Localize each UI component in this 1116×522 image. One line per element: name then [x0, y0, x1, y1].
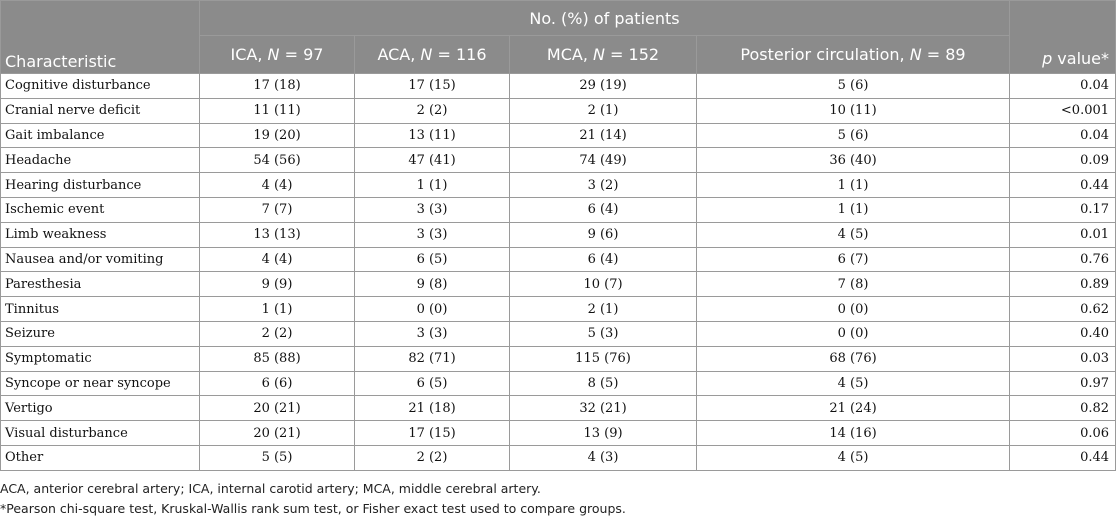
cell-mca: 5 (3)	[510, 321, 697, 346]
cell-p-value: 0.76	[1010, 247, 1116, 272]
cell-aca: 6 (5)	[355, 247, 510, 272]
row-label: Ischemic event	[1, 197, 200, 222]
cell-p-value: 0.62	[1010, 297, 1116, 322]
cell-p-value: <0.001	[1010, 98, 1116, 123]
table-row	[1, 173, 1116, 198]
row-label: Paresthesia	[1, 272, 200, 297]
cell-ica: 17 (18)	[200, 74, 355, 99]
cell-ica: 13 (13)	[200, 222, 355, 247]
row-label: Other	[1, 445, 200, 470]
cell-p-value: 0.06	[1010, 421, 1116, 446]
header-col-mca	[510, 36, 697, 74]
header-col-n-italic: N	[593, 45, 605, 64]
cell-ica: 85 (88)	[200, 346, 355, 371]
header-col-n-value: = 89	[921, 45, 966, 64]
cell-aca: 0 (0)	[355, 297, 510, 322]
cell-aca: 13 (11)	[355, 123, 510, 148]
cell-posterior: 1 (1)	[697, 173, 1010, 198]
header-col-ica	[200, 36, 355, 74]
cell-posterior: 4 (5)	[697, 371, 1010, 396]
cell-posterior: 5 (6)	[697, 123, 1010, 148]
header-group-title: No. (%) of patients	[200, 1, 1010, 36]
cell-aca: 2 (2)	[355, 98, 510, 123]
row-label: Gait imbalance	[1, 123, 200, 148]
cell-mca: 32 (21)	[510, 396, 697, 421]
cell-p-value: 0.04	[1010, 74, 1116, 99]
row-label: Limb weakness	[1, 222, 200, 247]
table-row	[1, 98, 1116, 123]
cell-posterior: 0 (0)	[697, 321, 1010, 346]
cell-posterior: 7 (8)	[697, 272, 1010, 297]
row-label: Seizure	[1, 321, 200, 346]
table-row	[1, 421, 1116, 446]
cell-p-value: 0.01	[1010, 222, 1116, 247]
cell-p-value: 0.04	[1010, 123, 1116, 148]
cell-mca: 21 (14)	[510, 123, 697, 148]
header-col-name: MCA,	[546, 45, 593, 64]
table-row	[1, 123, 1116, 148]
cell-aca: 47 (41)	[355, 148, 510, 173]
table-row	[1, 297, 1116, 322]
header-col-n-italic: N	[909, 45, 922, 64]
table-row	[1, 396, 1116, 421]
cell-posterior: 1 (1)	[697, 197, 1010, 222]
cell-mca: 13 (9)	[510, 421, 697, 446]
cell-posterior: 0 (0)	[697, 297, 1010, 322]
table-row	[1, 371, 1116, 396]
footnotes	[0, 479, 626, 519]
cell-posterior: 21 (24)	[697, 396, 1010, 421]
row-label: Cognitive disturbance	[1, 74, 200, 99]
header-p-value	[1010, 1, 1116, 74]
header-col-name: ACA,	[377, 45, 421, 64]
cell-aca: 9 (8)	[355, 272, 510, 297]
cell-aca: 1 (1)	[355, 173, 510, 198]
cell-ica: 9 (9)	[200, 272, 355, 297]
header-col-n-value: = 152	[604, 45, 660, 64]
cell-mca: 10 (7)	[510, 272, 697, 297]
cell-aca: 3 (3)	[355, 197, 510, 222]
header-p-rest: value*	[1052, 49, 1110, 68]
footnote-tests: *Pearson chi-square test, Kruskal-Wallis rank sum test, or Fisher exact test used to compare groups.	[0, 501, 626, 516]
row-label: Visual disturbance	[1, 421, 200, 446]
cell-ica: 11 (11)	[200, 98, 355, 123]
cell-aca: 17 (15)	[355, 74, 510, 99]
cell-p-value: 0.17	[1010, 197, 1116, 222]
row-label: Hearing disturbance	[1, 173, 200, 198]
row-label: Tinnitus	[1, 297, 200, 322]
cell-mca: 9 (6)	[510, 222, 697, 247]
header-col-n-value: = 97	[279, 45, 324, 64]
cell-ica: 2 (2)	[200, 321, 355, 346]
cell-p-value: 0.40	[1010, 321, 1116, 346]
cell-posterior: 36 (40)	[697, 148, 1010, 173]
cell-mca: 6 (4)	[510, 247, 697, 272]
cell-ica: 54 (56)	[200, 148, 355, 173]
cell-p-value: 0.89	[1010, 272, 1116, 297]
cell-mca: 74 (49)	[510, 148, 697, 173]
cell-aca: 2 (2)	[355, 445, 510, 470]
cell-aca: 3 (3)	[355, 222, 510, 247]
cell-p-value: 0.09	[1010, 148, 1116, 173]
header-col-posterior	[697, 36, 1010, 74]
table-row	[1, 247, 1116, 272]
table-row	[1, 197, 1116, 222]
cell-mca: 2 (1)	[510, 98, 697, 123]
table-row	[1, 272, 1116, 297]
footnote-abbreviations: ACA, anterior cerebral artery; ICA, internal carotid artery; MCA, middle cerebral artery.	[0, 481, 541, 496]
table-row	[1, 74, 1116, 99]
cell-p-value: 0.44	[1010, 445, 1116, 470]
row-label: Nausea and/or vomiting	[1, 247, 200, 272]
cell-ica: 4 (4)	[200, 173, 355, 198]
cell-ica: 19 (20)	[200, 123, 355, 148]
cell-p-value: 0.44	[1010, 173, 1116, 198]
cell-posterior: 68 (76)	[697, 346, 1010, 371]
cell-p-value: 0.97	[1010, 371, 1116, 396]
cell-posterior: 4 (5)	[697, 445, 1010, 470]
table-row	[1, 148, 1116, 173]
header-col-n-italic: N	[267, 45, 280, 64]
cell-mca: 2 (1)	[510, 297, 697, 322]
cell-aca: 6 (5)	[355, 371, 510, 396]
cell-mca: 6 (4)	[510, 197, 697, 222]
row-label: Syncope or near syncope	[1, 371, 200, 396]
row-label: Symptomatic	[1, 346, 200, 371]
header-characteristic: Characteristic	[1, 1, 200, 74]
table-header	[1, 1, 1116, 74]
cell-mca: 8 (5)	[510, 371, 697, 396]
cell-posterior: 5 (6)	[697, 74, 1010, 99]
table-row	[1, 222, 1116, 247]
cell-mca: 29 (19)	[510, 74, 697, 99]
table-body	[1, 74, 1116, 471]
cell-aca: 3 (3)	[355, 321, 510, 346]
cell-aca: 21 (18)	[355, 396, 510, 421]
cell-posterior: 10 (11)	[697, 98, 1010, 123]
cell-ica: 7 (7)	[200, 197, 355, 222]
header-p-italic: p	[1042, 49, 1053, 68]
cell-p-value: 0.03	[1010, 346, 1116, 371]
cell-ica: 20 (21)	[200, 421, 355, 446]
row-label: Headache	[1, 148, 200, 173]
cell-aca: 82 (71)	[355, 346, 510, 371]
cell-mca: 3 (2)	[510, 173, 697, 198]
cell-p-value: 0.82	[1010, 396, 1116, 421]
cell-mca: 4 (3)	[510, 445, 697, 470]
header-col-aca	[355, 36, 510, 74]
cell-ica: 6 (6)	[200, 371, 355, 396]
header-col-n-italic: N	[420, 45, 433, 64]
cell-aca: 17 (15)	[355, 421, 510, 446]
cell-posterior: 14 (16)	[697, 421, 1010, 446]
row-label: Cranial nerve deficit	[1, 98, 200, 123]
header-col-name: Posterior circulation,	[740, 45, 910, 64]
cell-posterior: 6 (7)	[697, 247, 1010, 272]
cell-posterior: 4 (5)	[697, 222, 1010, 247]
table-row	[1, 445, 1116, 470]
cell-ica: 1 (1)	[200, 297, 355, 322]
table-row	[1, 346, 1116, 371]
row-label: Vertigo	[1, 396, 200, 421]
header-col-name: ICA,	[230, 45, 268, 64]
cell-ica: 5 (5)	[200, 445, 355, 470]
cell-mca: 115 (76)	[510, 346, 697, 371]
cell-ica: 4 (4)	[200, 247, 355, 272]
table-row	[1, 321, 1116, 346]
header-col-n-value: = 116	[432, 45, 487, 64]
cell-ica: 20 (21)	[200, 396, 355, 421]
